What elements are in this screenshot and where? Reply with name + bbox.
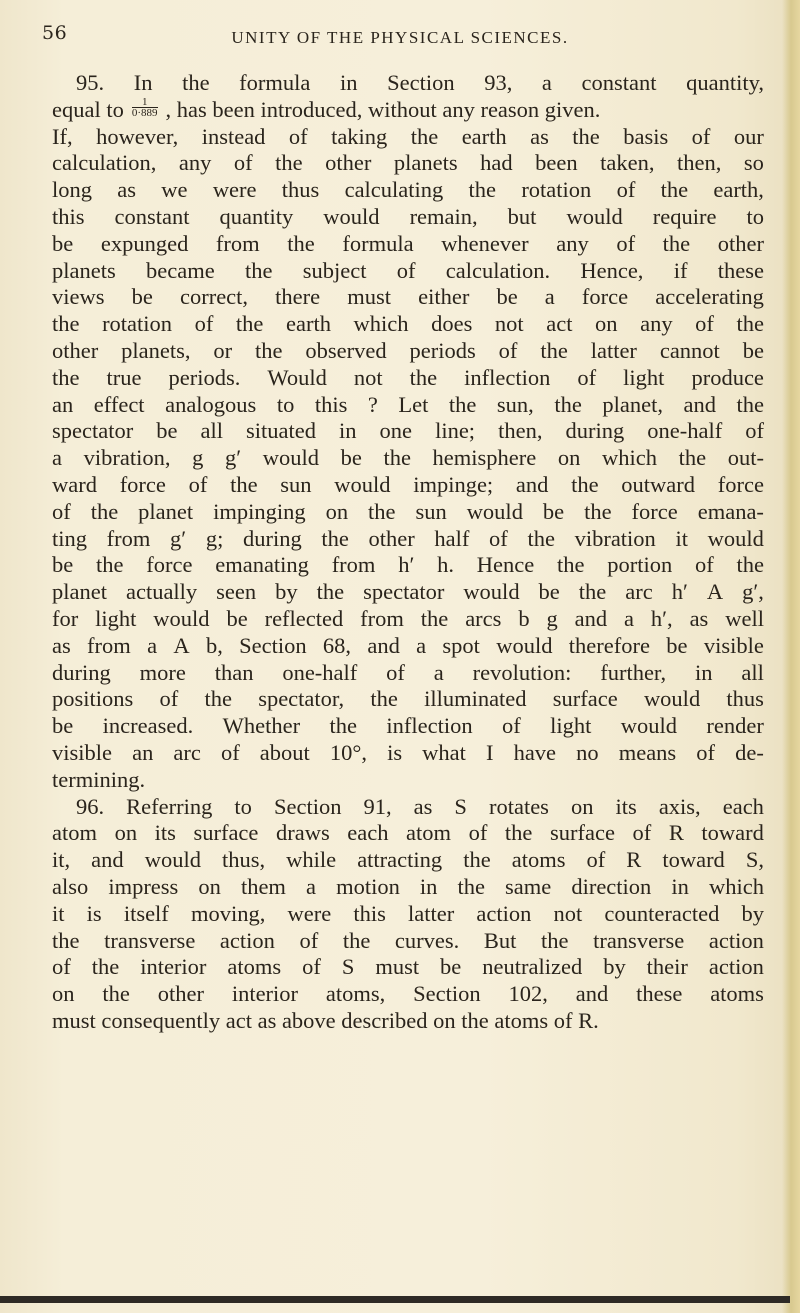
text-line: ting from g′ g; during the other half of the vibration it would <box>52 525 764 551</box>
text-line: termining. <box>52 766 146 792</box>
text-line: planets became the subject of calculation. Hence, if these <box>52 257 764 283</box>
text-line: the transverse action of the curves. But the transverse action <box>52 927 764 953</box>
text-line: must consequently act as above described on the atoms of R. <box>52 1007 599 1033</box>
text-line: this constant quantity would remain, but would require to <box>52 203 764 229</box>
text-line <box>52 97 764 124</box>
bottom-rule <box>0 1296 790 1303</box>
text-line: positions of the spectator, the illuminated surface would thus <box>52 686 764 712</box>
text-line: a vibration, g g′ would be the hemisphere on which the out- <box>52 445 764 471</box>
text-line: planet actually seen by the spectator would be the arc h′ A g′, <box>52 579 764 605</box>
body-text <box>52 70 764 1035</box>
page-number: 56 <box>42 22 68 44</box>
text-line: it is itself moving, were this latter action not counteracted by <box>52 900 764 926</box>
text-line: If, however, instead of taking the earth as the basis of our <box>52 123 764 149</box>
text-line: 95. In the formula in Section 93, a constant quantity, <box>76 70 764 95</box>
text-line: the true periods. Would not the inflection of light produce <box>52 364 764 390</box>
fraction <box>132 97 158 124</box>
text-line: also impress on them a motion in the same direction in which <box>52 873 764 899</box>
text-line: of the interior atoms of S must be neutralized by their action <box>52 954 764 980</box>
text-line: it, and would thus, while attracting the atoms of R toward S, <box>52 847 764 873</box>
text-line: be the force emanating from h′ h. Hence the portion of the <box>52 552 764 578</box>
text-line: during more than one-half of a revolution: further, in all <box>52 659 764 685</box>
text-segment: equal to <box>52 96 124 122</box>
page-edge-shading <box>782 0 800 1313</box>
text-line: ward force of the sun would impinge; and the outward force <box>52 471 764 497</box>
text-line: long as we were thus calculating the rotation of the earth, <box>52 177 764 203</box>
text-line: as from a A b, Section 68, and a spot would therefore be visible <box>52 632 764 658</box>
text-line: be increased. Whether the inflection of light would render <box>52 713 764 739</box>
running-head: UNITY OF THE PHYSICAL SCIENCES. <box>231 28 569 47</box>
text-line: atom on its surface draws each atom of the surface of R toward <box>52 820 764 846</box>
text-line: views be correct, there must either be a force accelerating <box>52 284 764 310</box>
text-line: visible an arc of about 10°, is what I have no means of de- <box>52 739 764 765</box>
text-line: 96. Referring to Section 91, as S rotates on its axis, each <box>76 793 764 819</box>
text-line: spectator be all situated in one line; then, during one-half of <box>52 418 764 444</box>
text-line: of the planet impinging on the sun would be the force emana- <box>52 498 764 524</box>
fraction-numerator: 1 <box>132 97 158 108</box>
text-line: other planets, or the observed periods of the latter cannot be <box>52 337 764 363</box>
text-line: for light would be reflected from the arcs b g and a h′, as well <box>52 605 764 631</box>
text-line: the rotation of the earth which does not act on any of the <box>52 311 764 337</box>
text-line: calculation, any of the other planets had been taken, then, so <box>52 150 764 176</box>
text-segment: , has been introduced, without any reason given. <box>165 96 601 122</box>
text-line: an effect analogous to this ? Let the sun, the planet, and the <box>52 391 764 417</box>
text-line: be expunged from the formula whenever any of the other <box>52 230 764 256</box>
fraction-denominator: 0·889 <box>131 106 158 119</box>
text-line: on the other interior atoms, Section 102, and these atoms <box>52 981 764 1007</box>
